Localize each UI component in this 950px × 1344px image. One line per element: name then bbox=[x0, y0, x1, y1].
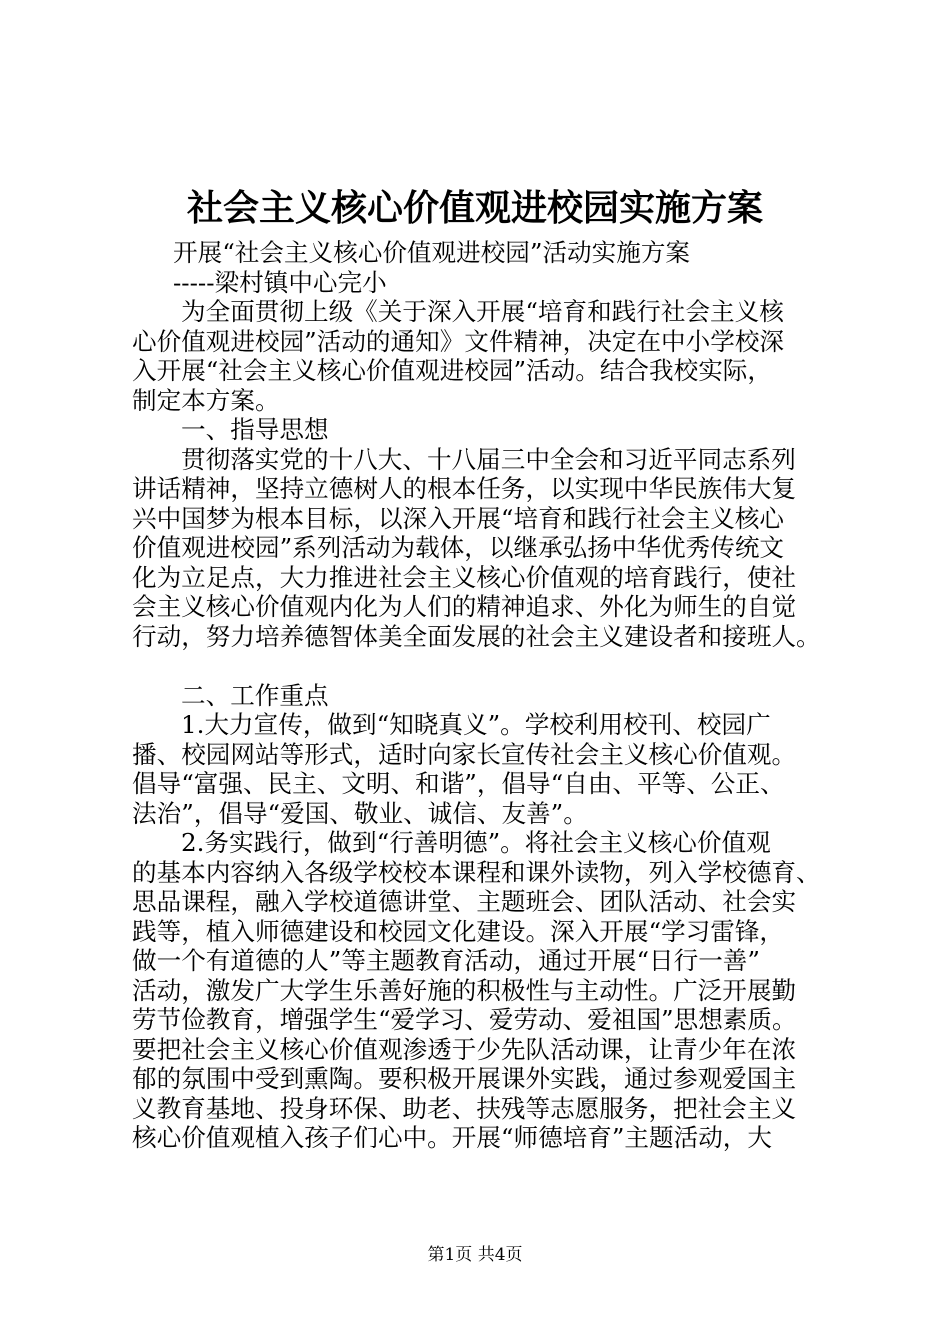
paragraph-line: 兴中国梦为根本目标，以深入开展“培育和践行社会主义核心 bbox=[132, 503, 785, 533]
paragraph-line: 做一个有道德的人”等主题教育活动，通过开展“日行一善” bbox=[132, 946, 760, 975]
paragraph-line: 播、校园网站等形式，适时向家长宣传社会主义核心价值观。 bbox=[132, 739, 797, 769]
paragraph-line: 要把社会主义核心价值观渗透于少先队活动课，让青少年在浓 bbox=[132, 1034, 797, 1064]
paragraph-line: 价值观进校园”系列活动为载体，以继承弘扬中华优秀传统文 bbox=[132, 533, 785, 562]
section-heading: 一、指导思想 bbox=[181, 415, 329, 444]
paragraph-line: 义教育基地、投身环保、助老、扶残等志愿服务，把社会主义 bbox=[132, 1093, 797, 1123]
paragraph-line: 思品课程，融入学校道德讲堂、主题班会、团队活动、社会实 bbox=[132, 887, 797, 916]
author-line: -----梁村镇中心完小 bbox=[173, 267, 387, 297]
paragraph-line: 劳节俭教育，增强学生“爱学习、爱劳动、爱祖国”思想素质。 bbox=[132, 1005, 797, 1034]
paragraph-line: 郁的氛围中受到熏陶。要积极开展课外实践，通过参观爱国主 bbox=[132, 1064, 797, 1093]
paragraph-line: 会主义核心价值观内化为人们的精神追求、外化为师生的自觉 bbox=[132, 592, 797, 621]
paragraph-line: 2.务实践行，做到“行善明德”。将社会主义核心价值观 bbox=[181, 828, 771, 857]
subtitle-line: 开展“社会主义核心价值观进校园”活动实施方案 bbox=[173, 238, 691, 267]
paragraph-line: 化为立足点，大力推进社会主义核心价值观的培育践行，使社 bbox=[132, 562, 797, 592]
blank-line bbox=[132, 651, 844, 681]
paragraph-line: 的基本内容纳入各级学校校本课程和课外读物，列入学校德育、 bbox=[132, 857, 821, 887]
paragraph-line: 讲话精神，坚持立德树人的根本任务，以实现中华民族伟大复 bbox=[132, 474, 797, 503]
paragraph-line: 制定本方案。 bbox=[132, 385, 280, 415]
paragraph-line: 为全面贯彻上级《关于深入开展“培育和践行社会主义核 bbox=[181, 297, 784, 326]
document-body bbox=[132, 238, 844, 1153]
page-footer: 第1页 共4页 bbox=[427, 1245, 523, 1265]
paragraph-line: 活动，激发广大学生乐善好施的积极性与主动性。广泛开展勤 bbox=[132, 975, 797, 1005]
paragraph-line: 践等，植入师德建设和校园文化建设。深入开展“学习雷锋， bbox=[132, 916, 785, 946]
paragraph-line: 心价值观进校园”活动的通知》文件精神，决定在中小学校深 bbox=[132, 326, 785, 356]
section-heading: 二、工作重点 bbox=[181, 680, 329, 710]
paragraph-line: 行动，努力培养德智体美全面发展的社会主义建设者和接班人。 bbox=[132, 621, 821, 651]
document-title: 社会主义核心价值观进校园实施方案 bbox=[186, 188, 763, 229]
paragraph-line: 贯彻落实党的十八大、十八届三中全会和习近平同志系列 bbox=[181, 444, 796, 474]
paragraph-line: 入开展“社会主义核心价值观进校园”活动。结合我校实际， bbox=[132, 356, 772, 385]
paragraph-line: 法治”，倡导“爱国、敬业、诚信、友善”。 bbox=[132, 798, 588, 828]
paragraph-line: 核心价值观植入孩子们心中。开展“师德培育”主题活动，大 bbox=[132, 1123, 772, 1152]
paragraph-line: 1.大力宣传，做到“知晓真义”。学校利用校刊、校园广 bbox=[181, 710, 771, 739]
paragraph-line: 倡导“富强、民主、文明、和谐”，倡导“自由、平等、公正、 bbox=[132, 769, 785, 798]
